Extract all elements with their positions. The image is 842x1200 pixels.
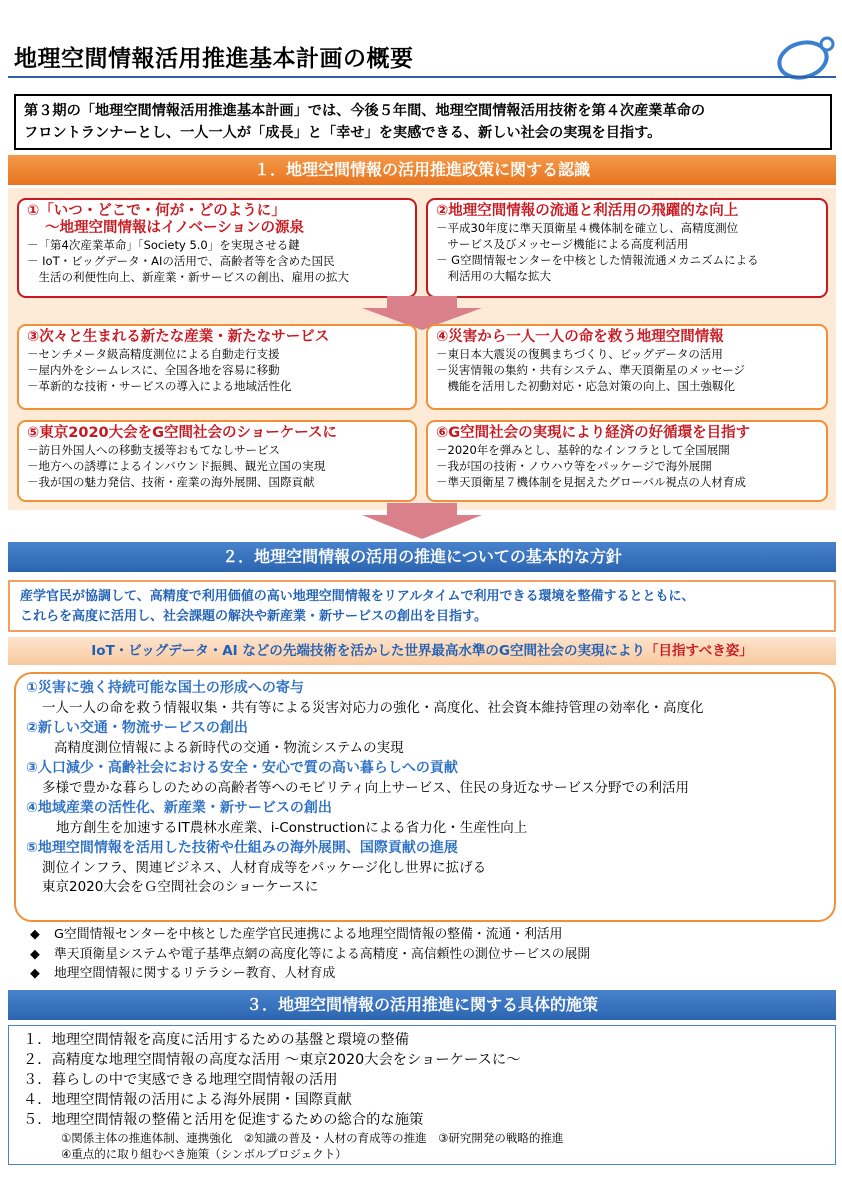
policy-statement — [8, 580, 836, 632]
box-line: －平成30年度に準天頂衛星４機体制を確立し、高精度測位 — [436, 221, 739, 235]
list-item — [30, 945, 830, 965]
recognition-box-2 — [426, 198, 828, 298]
intro-line: フロントランナーとし、一人一人が「成長」と「幸せ」を実感できる、新しい社会の実現を目指す。 — [24, 125, 662, 141]
recognition-box-3 — [17, 324, 417, 410]
section2-title: ２．地理空間情報の活用の推進についての基本的な方針 — [8, 542, 836, 572]
logo-icon — [775, 32, 837, 82]
box-line: －地方への誘導によるインバウンド振興、観光立国の実現 — [27, 459, 326, 473]
goal-desc: 高精度測位情報による新時代の交通・物流システムの実現 — [54, 740, 404, 756]
goal-desc: 地方創生を加速するIT農林水産業、i-Constructionによる省力化・生産性向上 — [56, 820, 528, 836]
down-arrow-icon — [362, 503, 482, 539]
box-line: －センチメータ級高精度測位による自動走行支援 — [27, 347, 280, 361]
goal-desc: 測位インフラ、関連ビジネス、人材育成等をパッケージ化し世界に拡げる — [42, 860, 487, 876]
policy-line: 産学官民が協調して、高精度で利用価値の高い地理空間情報をリアルタイムで利用できる環境を整備するとともに、 — [20, 589, 695, 604]
recognition-box-6 — [426, 420, 828, 502]
box-line: －災害情報の集約・共有システム、準天頂衛星のメッセージ — [436, 363, 746, 377]
box-line: 利活用の大幅な拡大 — [436, 269, 551, 283]
page-title: 地理空間情報活用推進基本計画の概要 — [14, 46, 414, 72]
section1-title: １．地理空間情報の活用推進政策に関する認識 — [8, 155, 836, 185]
measure-item: ５．地理空間情報の整備と活用を促進するための総合的な施策 — [23, 1112, 424, 1128]
box-line: －我が国の技術・ノウハウ等をパッケージで海外展開 — [436, 459, 712, 473]
policy-line: これらを高度に活用し、社会課題の解決や新産業・新サービスの創出を目指す。 — [20, 609, 487, 624]
box-heading: ②地理空間情報の流通と利活用の飛躍的な向上 — [436, 203, 739, 219]
intro-box — [14, 94, 832, 150]
goal-heading: ①災害に強く持続可能な国土の形成への寄与 — [26, 680, 304, 696]
box-line: －準天頂衛星７機体制を見据えたグローバル視点の人材育成 — [436, 475, 746, 489]
goal-heading: ②新しい交通・物流サービスの創出 — [26, 720, 248, 736]
measure-item: ３．暮らしの中で実感できる地理空間情報の活用 — [23, 1072, 338, 1088]
box-heading: ①「いつ・どこで・何が・どのように」 — [27, 203, 286, 219]
box-line: － G空間情報センターを中核とした情報流通メカニズムによる — [436, 253, 759, 267]
diamond-bullet-icon: ◆ — [30, 966, 40, 981]
measure-item: ２．高精度な地理空間情報の高度な活用 〜東京2020大会をショーケースに〜 — [23, 1052, 521, 1068]
diamond-bullet-icon: ◆ — [30, 946, 40, 962]
box-line: －東日本大震災の復興まちづくり、ビッグデータの活用 — [436, 347, 723, 361]
measure-item: １．地理空間情報を高度に活用するための基盤と環境の整備 — [23, 1032, 410, 1048]
goal-desc: 東京2020大会をＧ空間社会のショーケースに — [42, 879, 319, 895]
box-heading: ④災害から一人一人の命を救う地理空間情報 — [436, 329, 724, 345]
box-line: －訪日外国人への移動支援等おもてなしサービス — [27, 443, 280, 457]
goal-desc: 多様で豊かな暮らしのための高齢者等へのモビリティ向上サービス、住民の身近なサービス分野での利活用 — [42, 780, 690, 796]
list-item — [30, 964, 830, 984]
box-line: 機能を活用した初動対応・応急対策の向上、国土強靱化 — [436, 379, 735, 393]
box-line: 生活の利便性向上、新産業・新サービスの創出、雇用の拡大 — [27, 270, 349, 284]
goal-banner-highlight: 「目指すべき姿」 — [644, 643, 753, 659]
box-heading: ⑥G空間社会の実現により経済の好循環を目指す — [436, 425, 751, 441]
box-line: －屋内外をシームレスに、全国各地を容易に移動 — [27, 363, 280, 377]
box-line: －2020年を弾みとし、基幹的なインフラとして全国展開 — [436, 443, 730, 457]
box-line: －我が国の魅力発信、技術・産業の海外展開、国際貢献 — [27, 475, 315, 489]
list-item — [30, 925, 830, 945]
key-measures-list — [30, 925, 830, 984]
list-item-text: 地理空間情報に関するリテラシー教育、人材育成 — [54, 966, 336, 981]
title-underline — [8, 76, 836, 78]
recognition-box-5 — [17, 420, 417, 502]
section3-title: ３．地理空間情報の活用推進に関する具体的施策 — [8, 990, 836, 1020]
goal-desc: 一人一人の命を救う情報収集・共有等による災害対応力の強化・高度化、社会資本維持管理の効率化・高度化 — [42, 700, 704, 716]
list-item-text: 準天頂衛星システムや電子基準点網の高度化等による高精度・高信頼性の測位サービスの展開 — [54, 946, 591, 962]
goal-heading: ③人口減少・高齢社会における安全・安心で質の高い暮らしへの貢献 — [26, 760, 458, 776]
box-line: －革新的な技術・サービスの導入による地域活性化 — [27, 379, 292, 393]
measure-item: ４．地理空間情報の活用による海外展開・国際貢献 — [23, 1092, 352, 1108]
diamond-bullet-icon: ◆ — [30, 927, 40, 942]
box-heading: ⑤東京2020大会をG空間社会のショーケースに — [27, 425, 338, 441]
box-heading-sub: 〜地理空間情報はイノベーションの源泉 — [45, 220, 304, 236]
box-heading: ③次々と生まれる新たな産業・新たなサービス — [27, 329, 330, 345]
measure-subitem: ④重点的に取り組むべき施策（シンボルプロジェクト） — [61, 1147, 347, 1161]
goal-heading: ④地域産業の活性化、新産業・新サービスの創出 — [26, 800, 332, 816]
goal-heading: ⑤地理空間情報を活用した技術や仕組みの海外展開、国際貢献の進展 — [26, 840, 458, 856]
recognition-box-1 — [17, 198, 417, 298]
goal-banner — [8, 637, 836, 665]
box-line: －「第4次産業革命」「Society 5.0」を実現させる鍵 — [27, 238, 300, 252]
goals-box — [14, 672, 836, 922]
intro-line: 第３期の「地理空間情報活用推進基本計画」では、今後５年間、地理空間情報活用技術を第４次産業革命の — [24, 103, 706, 119]
list-item-text: G空間情報センターを中核とした産学官民連携による地理空間情報の整備・流通・利活用 — [54, 927, 563, 942]
goal-banner-text: IoT・ビッグデータ・AI などの先端技術を活かした世界最高水準のG空間社会の実現により — [91, 643, 645, 659]
measure-subitem: ①関係主体の推進体制、連携強化 ②知識の普及・人材の育成等の推進 ③研究開発の戦略的推進 — [61, 1131, 564, 1145]
box-line: － IoT・ビッグデータ・AIの活用で、高齢者等を含めた国民 — [27, 254, 335, 268]
measures-box — [8, 1025, 836, 1165]
recognition-box-4 — [426, 324, 828, 410]
box-line: サービス及びメッセージ機能による高度利活用 — [436, 237, 689, 251]
